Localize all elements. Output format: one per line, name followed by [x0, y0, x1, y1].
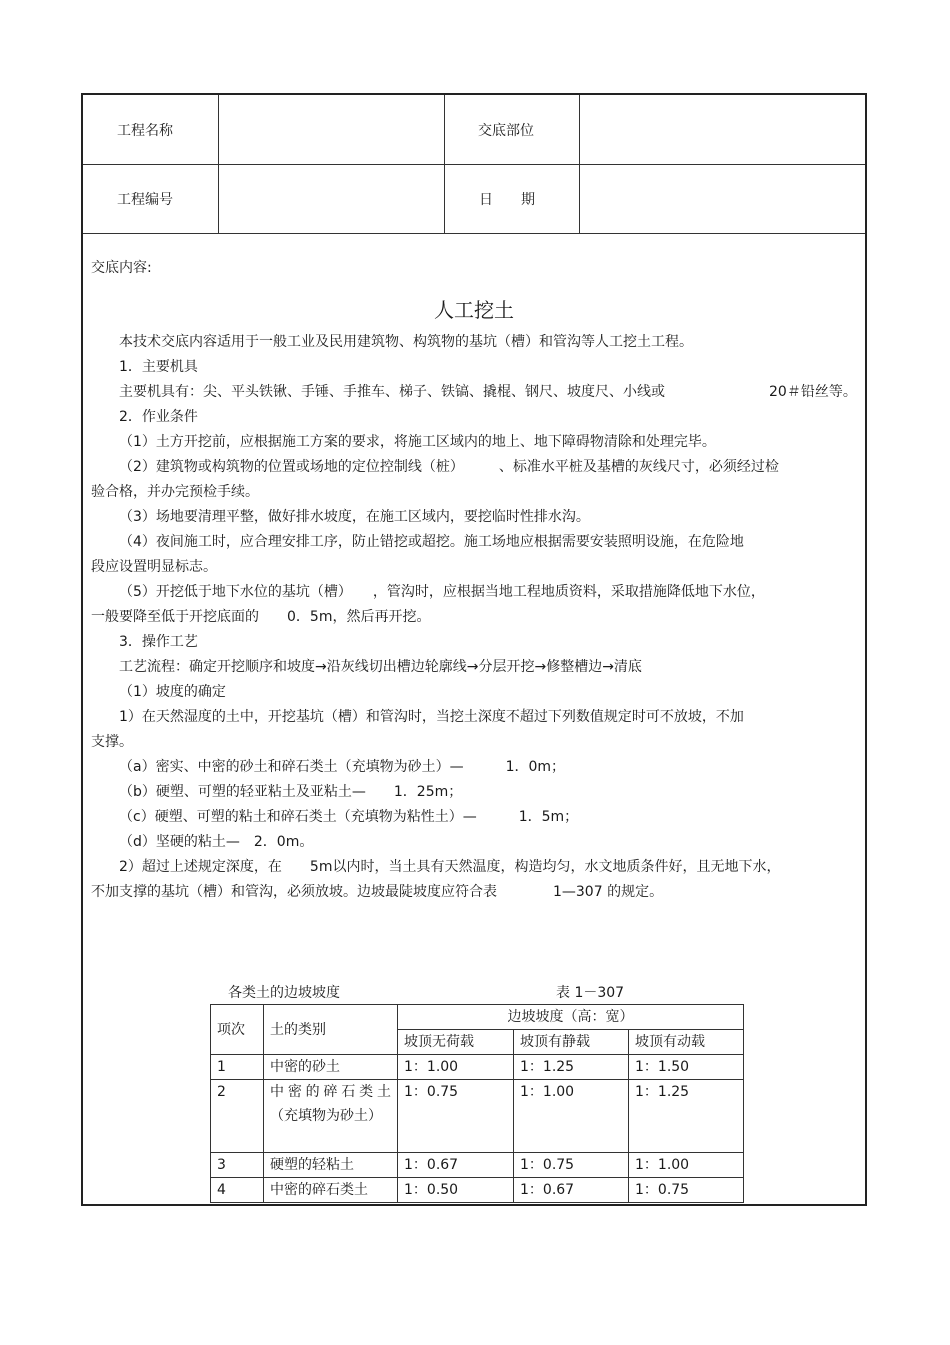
row-value: 1：0.67	[514, 1178, 629, 1203]
row-soil: 硬塑的轻粘土	[264, 1153, 398, 1178]
row-value: 1：1.00	[398, 1055, 514, 1080]
header-static-load: 坡顶有静载	[514, 1030, 629, 1055]
paragraph-line: 支撑。	[91, 734, 133, 750]
section-heading: 1．主要机具	[119, 359, 198, 375]
date-label: 日 期	[479, 191, 535, 208]
header-soil-type: 土的类别	[264, 1005, 398, 1055]
paragraph-line: （5）开挖低于地下水位的基坑（槽） ，管沟时，应根据当地工程地质资料，采取措施降低地下水位，	[119, 584, 765, 600]
row-value: 1：0.50	[398, 1178, 514, 1203]
row-value: 1：1.25	[514, 1055, 629, 1080]
row-soil: 中密的碎石类土（充填物为砂土）	[264, 1080, 398, 1153]
row-value: 1：1.25	[629, 1080, 744, 1153]
paragraph-line: （c）硬塑、可塑的粘土和碎石类土（充填物为粘性土）— 1．5m；	[119, 809, 579, 825]
header-divider	[444, 95, 445, 233]
table-row	[211, 1153, 744, 1178]
row-value: 1：1.50	[629, 1055, 744, 1080]
project-number-value[interactable]	[228, 164, 448, 233]
date-value[interactable]	[588, 164, 858, 233]
paragraph-line: （3）场地要清理平整，做好排水坡度，在施工区域内，要挖临时性排水沟。	[119, 509, 590, 525]
paragraph-line: （1）土方开挖前，应根据施工方案的要求，将施工区域内的地上、地下障碍物清除和处理完毕。	[119, 434, 716, 450]
header-no-load: 坡顶无荷载	[398, 1030, 514, 1055]
paragraph-line: 一般要降至低于开挖底面的 0．5m，然后再开挖。	[91, 609, 431, 625]
header-row-1	[83, 95, 865, 165]
paragraph-line: 工艺流程：确定开挖顺序和坡度→沿灰线切出槽边轮廓线→分层开挖→修整槽边→清底	[119, 659, 642, 675]
header-slope-group: 边坡坡度（高：宽）	[398, 1005, 744, 1030]
paragraph-line: 2）超过上述规定深度，在 5m以内时，当土具有天然温度，构造均匀，水文地质条件好，且无地下水，	[119, 859, 781, 875]
slope-table	[210, 1004, 744, 1203]
row-value: 1：0.75	[398, 1080, 514, 1153]
paragraph-line: （a）密实、中密的砂土和碎石类土（充填物为砂土）— 1．0m；	[119, 759, 566, 775]
header-row-2	[83, 164, 865, 234]
paragraph-line: 验合格，并办完预检手续。	[91, 484, 259, 500]
paragraph-line: （2）建筑物或构筑物的位置或场地的定位控制线（桩） 、标准水平桩及基槽的灰线尺寸，必须经过检	[119, 459, 779, 475]
row-number: 1	[211, 1055, 264, 1080]
row-value: 1：0.67	[398, 1153, 514, 1178]
table-row	[211, 1055, 744, 1080]
handover-part-label: 交底部位	[478, 122, 534, 139]
paragraph-line: 20＃铅丝等。	[769, 384, 857, 400]
document-frame	[81, 93, 867, 1206]
row-value: 1：0.75	[629, 1178, 744, 1203]
paragraph-line: （4）夜间施工时，应合理安排工序，防止错挖或超挖。施工场地应根据需要安装照明设施，在危险地	[119, 534, 744, 550]
content-label: 交底内容:	[91, 260, 152, 276]
table-row	[211, 1178, 744, 1203]
paragraph-line: 本技术交底内容适用于一般工业及民用建筑物、构筑物的基坑（槽）和管沟等人工挖土工程。	[119, 334, 693, 350]
section-heading: 3．操作工艺	[119, 634, 198, 650]
paragraph-line: （1）坡度的确定	[119, 684, 226, 700]
page-title: 人工挖土	[434, 298, 514, 322]
row-value: 1：1.00	[514, 1080, 629, 1153]
paragraph-line: 主要机具有：尖、平头铁锹、手锤、手推车、梯子、铁镐、撬棍、钢尺、坡度尺、小线或	[119, 384, 665, 400]
row-number: 3	[211, 1153, 264, 1178]
paragraph-line: （b）硬塑、可塑的轻亚粘土及亚粘土— 1．25m；	[119, 784, 463, 800]
row-number: 4	[211, 1178, 264, 1203]
header-divider	[579, 95, 580, 233]
project-name-label: 工程名称	[117, 122, 173, 139]
paragraph-line: （d）坚硬的粘土— 2．0m。	[119, 834, 314, 850]
paragraph-line: 段应设置明显标志。	[91, 559, 217, 575]
table-row	[211, 1080, 744, 1153]
header-divider	[218, 95, 219, 233]
handover-part-value[interactable]	[588, 95, 858, 164]
project-name-value[interactable]	[228, 95, 448, 164]
paragraph-line: 不加支撑的基坑（槽）和管沟，必须放坡。边坡最陡坡度应符合表 1—307 的规定。	[91, 884, 664, 900]
header-item: 项次	[211, 1005, 264, 1055]
table-number: 表 1－307	[556, 985, 625, 1001]
paragraph-line: 1）在天然湿度的土中，开挖基坑（槽）和管沟时，当挖土深度不超过下列数值规定时可不放坡，不加	[119, 709, 744, 725]
row-soil: 中密的碎石类土	[264, 1178, 398, 1203]
row-number: 2	[211, 1080, 264, 1153]
project-number-label: 工程编号	[117, 191, 173, 208]
section-heading: 2．作业条件	[119, 409, 198, 425]
header-dynamic-load: 坡顶有动载	[629, 1030, 744, 1055]
table-caption: 各类土的边坡坡度	[228, 985, 340, 1001]
row-value: 1：0.75	[514, 1153, 629, 1178]
row-soil: 中密的砂土	[264, 1055, 398, 1080]
row-value: 1：1.00	[629, 1153, 744, 1178]
